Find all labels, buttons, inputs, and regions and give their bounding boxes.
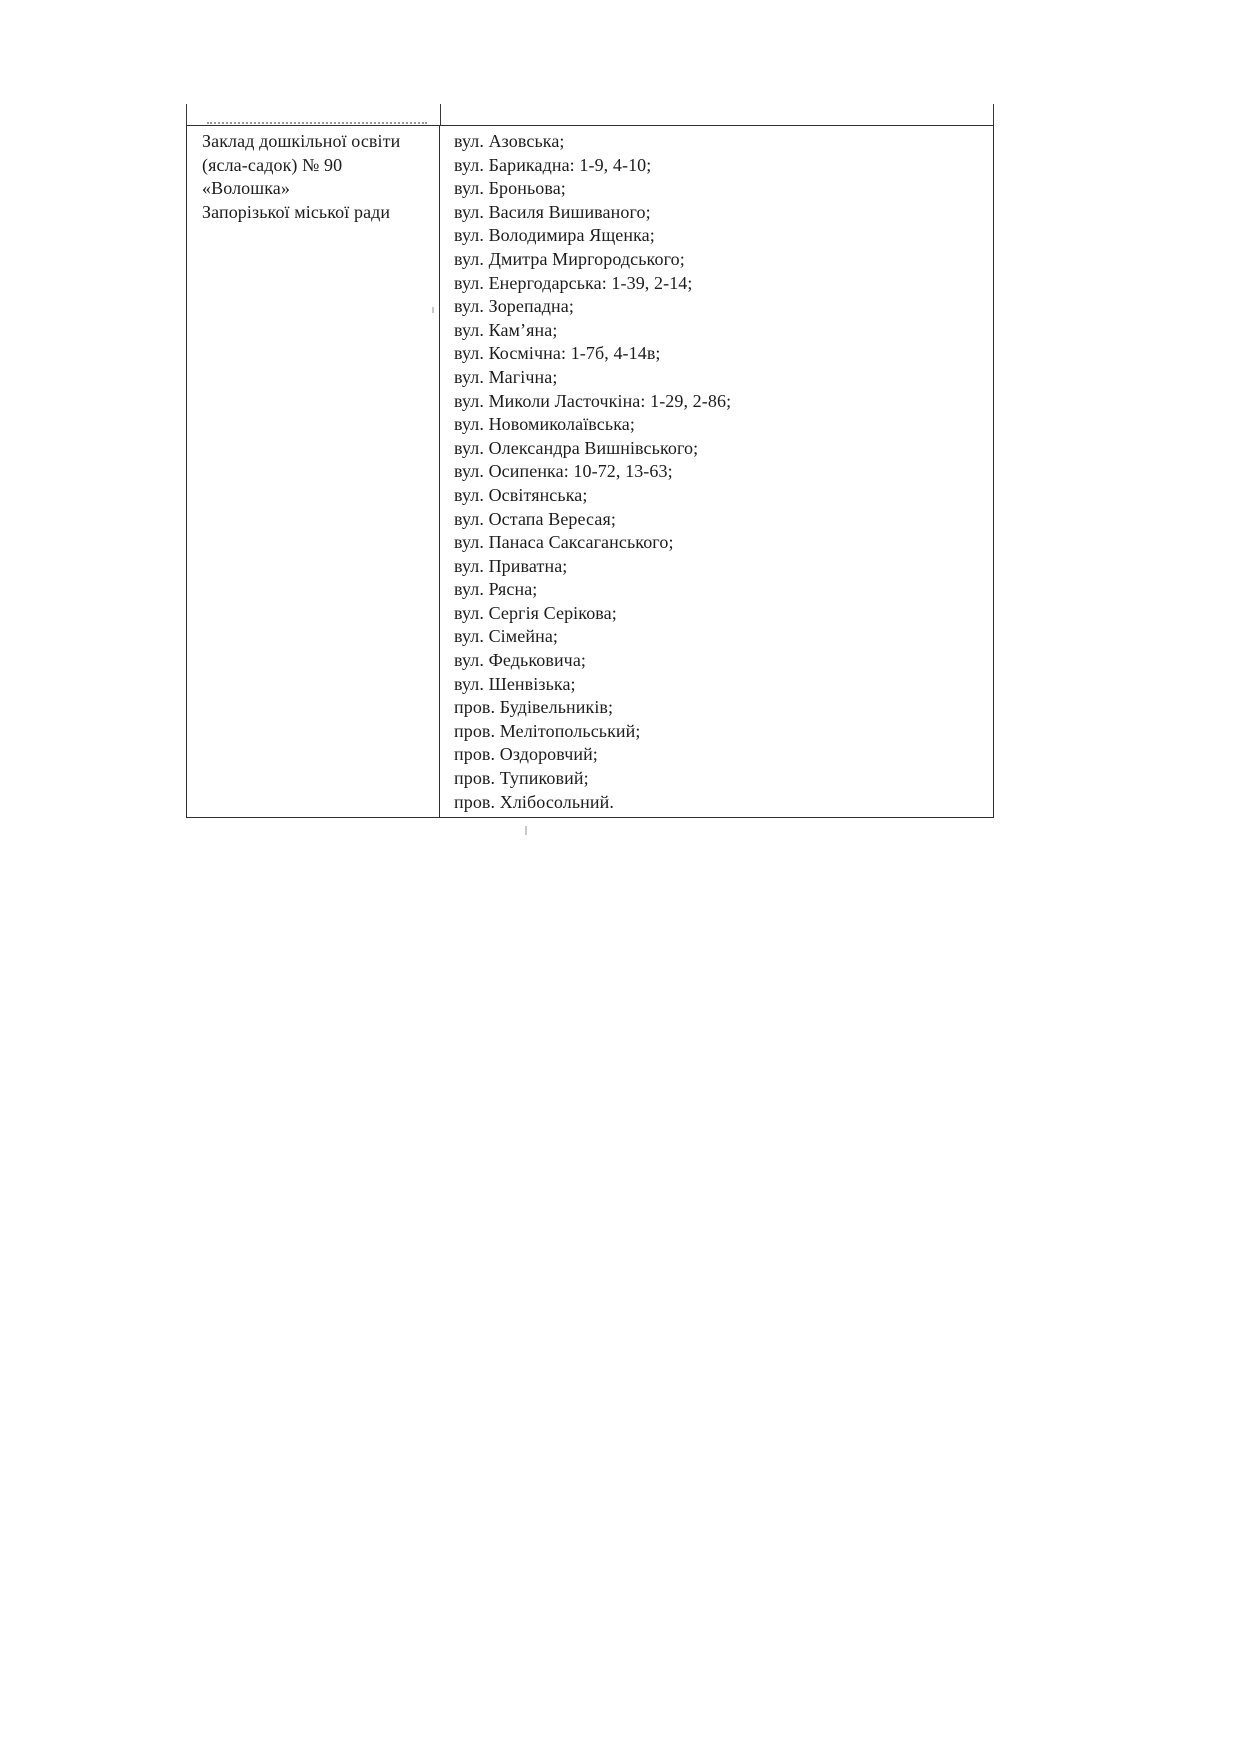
street-item: пров. Тупиковий; [454, 768, 589, 789]
column-divider [440, 104, 441, 126]
street-item: вул. Рясна; [454, 579, 538, 600]
institution-line: Запорізької міської ради [202, 201, 391, 222]
street-item: пров. Будівельників; [454, 697, 614, 718]
street-item: вул. Володимира Ященка; [454, 225, 655, 246]
street-item: вул. Василя Вишиваного; [454, 201, 651, 222]
institution-line: Заклад дошкільної освіти [202, 131, 401, 151]
street-item: вул. Приватна; [454, 555, 568, 576]
scan-artifact [432, 307, 434, 313]
street-item: вул. Остапа Вересая; [454, 508, 616, 529]
street-item: вул. Броньова; [454, 178, 566, 199]
street-item: пров. Оздоровчий; [454, 744, 598, 765]
street-item: вул. Панаса Саксаганського; [454, 532, 674, 553]
street-item: вул. Сергія Серікова; [454, 602, 617, 623]
previous-row-fragment [186, 104, 994, 126]
institution-cell [187, 126, 440, 817]
street-item: вул. Миколи Ласточкіна: 1-29, 2-86; [454, 390, 732, 411]
street-item: вул. Космічна: 1-7б, 4-14в; [454, 343, 661, 364]
catchment-table [186, 125, 994, 818]
street-item: вул. Осипенка: 10-72, 13-63; [454, 461, 673, 482]
street-item: вул. Шенвізька; [454, 673, 576, 694]
street-item: вул. Дмитра Миргородського; [454, 248, 685, 269]
cut-off-text-fragment [207, 118, 427, 124]
street-item: вул. Олександра Вишнівського; [454, 437, 699, 458]
street-item: вул. Барикадна: 1-9, 4-10; [454, 154, 652, 175]
street-item: вул. Новомиколаївська; [454, 414, 635, 435]
street-item: вул. Кам’яна; [454, 319, 558, 340]
street-item: вул. Сімейна; [454, 626, 559, 647]
institution-line: «Волошка» [202, 178, 290, 199]
street-item: пров. Мелітопольський; [454, 720, 641, 741]
street-item: вул. Освітянська; [454, 484, 588, 505]
institution-line: (ясла-садок) № 90 [202, 154, 343, 175]
street-item: пров. Хлібосольний. [454, 791, 614, 812]
street-item: вул. Магічна; [454, 366, 558, 387]
street-item: вул. Федьковича; [454, 650, 587, 671]
streets-cell [440, 126, 993, 817]
street-item: вул. Енергодарська: 1-39, 2-14; [454, 272, 693, 293]
scan-artifact [525, 826, 527, 835]
street-item: вул. Зорепадна; [454, 296, 574, 317]
street-item: вул. Азовська; [454, 131, 565, 151]
